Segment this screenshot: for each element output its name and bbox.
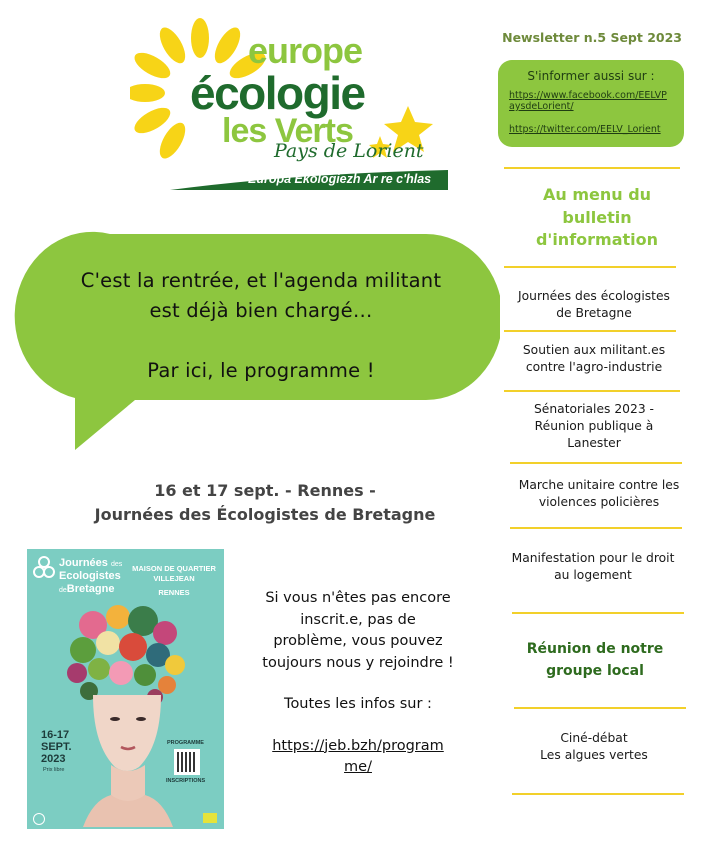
poster-programme-label: PROGRAMME (167, 740, 204, 746)
logo-line-les-verts: les Verts (222, 112, 353, 150)
menu-item-line: de Bretagne (556, 306, 632, 320)
divider (512, 612, 684, 614)
menu-item-line: Soutien aux militant.es (522, 343, 666, 357)
poster-title-line2: Ecologistes (59, 570, 121, 582)
menu-item-soutien[interactable] (504, 342, 684, 376)
menu-item-logement[interactable] (500, 550, 686, 584)
poster-title-small: des (110, 561, 123, 568)
menu-item-line: Réunion publique à (534, 419, 654, 433)
divider (504, 266, 676, 268)
event-body-line: inscrit.e, pas de (300, 611, 416, 628)
menu-item-line: Marche unitaire contre les (518, 478, 680, 492)
poster-title-line3 (59, 583, 114, 595)
event-poster (27, 549, 224, 829)
poster-venue-line2: VILLEJEAN (153, 574, 195, 583)
menu-item-senatoriales[interactable] (504, 401, 684, 452)
divider (510, 462, 682, 464)
menu-item-line: Lanester (567, 436, 621, 450)
facebook-link-line2: aysdeLorient/ (509, 101, 574, 112)
menu-item-line: Journées des écologistes (518, 289, 670, 303)
logo-line-ecologie: écologie (190, 67, 365, 119)
poster-date-line1: 16-17 (41, 729, 70, 741)
menu-item-line: Les algues vertes (540, 748, 648, 762)
bubble-line-3: Par ici, le programme ! (147, 359, 375, 382)
menu-item-cine-debat[interactable] (504, 730, 684, 764)
menu-title-line3: d'information (535, 230, 659, 249)
divider (504, 390, 680, 392)
event-body-line: Toutes les infos sur : (284, 696, 432, 712)
menu-item-line: Réunion de notre (526, 641, 664, 657)
facebook-link-line1: https://www.facebook.com/EELVP (509, 90, 667, 101)
poster-title-word: Journées (59, 557, 108, 569)
menu-item-line: contre l'agro-industrie (525, 360, 663, 374)
poster-title-line1 (59, 557, 122, 569)
poster-title-small: de (59, 587, 67, 594)
poster-date-line2: SEPT. (41, 741, 72, 753)
menu-item-journees[interactable] (504, 288, 684, 322)
divider (504, 167, 680, 169)
event-headline (40, 479, 490, 527)
social-links-title: S'informer aussi sur : (527, 69, 655, 83)
qr-code-icon (174, 749, 200, 775)
menu-item-line: Ciné-débat (560, 731, 628, 745)
event-link-line2: me/ (344, 759, 372, 775)
speech-bubble (0, 0, 500, 460)
divider (512, 793, 684, 795)
event-headline-line2: Journées des Écologistes de Bretagne (94, 505, 436, 524)
menu-item-line: violences policières (538, 495, 660, 509)
menu-item-reunion-locale[interactable] (502, 638, 688, 682)
newsletter-number: Newsletter n.5 Sept 2023 (502, 30, 682, 45)
poster-inscriptions-label: INSCRIPTIONS (166, 778, 206, 784)
divider (504, 330, 676, 332)
event-description (248, 588, 468, 779)
poster-price: Prix libre (43, 767, 65, 773)
menu-item-line: Sénatoriales 2023 - (534, 402, 654, 416)
divider (510, 527, 682, 529)
menu-item-line: au logement (554, 568, 632, 582)
menu-title-line2: bulletin (562, 207, 632, 227)
logo-band-text: Europa Ekologiezh Ar re c'hlas (248, 172, 432, 186)
divider (514, 707, 686, 709)
menu-item-line: Manifestation pour le droit (511, 551, 675, 565)
poster-city: RENNES (158, 588, 190, 597)
event-headline-line1: 16 et 17 sept. - Rennes - (154, 481, 376, 500)
bubble-line-1: C'est la rentrée, et l'agenda militant (80, 269, 442, 292)
accessibility-icon (33, 813, 45, 825)
menu-title-line1: Au menu du (542, 185, 652, 204)
event-body-line: problème, vous pouvez (273, 633, 443, 649)
menu-item-line: groupe local (546, 663, 644, 679)
social-links-box (498, 60, 684, 147)
poster-illustration (63, 595, 193, 827)
twitter-link[interactable]: https://twitter.com/EELV_Lorient (509, 124, 661, 135)
triskell-icon (33, 555, 55, 581)
event-body-line: Si vous n'êtes pas encore (265, 590, 451, 606)
bubble-line-2: est déjà bien chargé… (149, 299, 373, 322)
menu-title (512, 184, 682, 252)
sponsor-logo (203, 813, 217, 823)
poster-title-word: Bretagne (66, 583, 115, 595)
event-website-link[interactable] (248, 736, 468, 779)
facebook-link[interactable] (509, 90, 681, 112)
logo-line-pays-de-lorient: Pays de Lorient (274, 140, 424, 162)
poster-venue-line1: MAISON DE QUARTIER (132, 564, 216, 573)
poster-date-line3: 2023 (41, 753, 66, 765)
logo-line-europe: europe (248, 30, 363, 71)
menu-item-marche[interactable] (506, 477, 692, 511)
event-link-line1: https://jeb.bzh/program (272, 737, 444, 754)
event-body-line: toujours nous y rejoindre ! (262, 654, 454, 671)
bubble-text (30, 266, 492, 386)
